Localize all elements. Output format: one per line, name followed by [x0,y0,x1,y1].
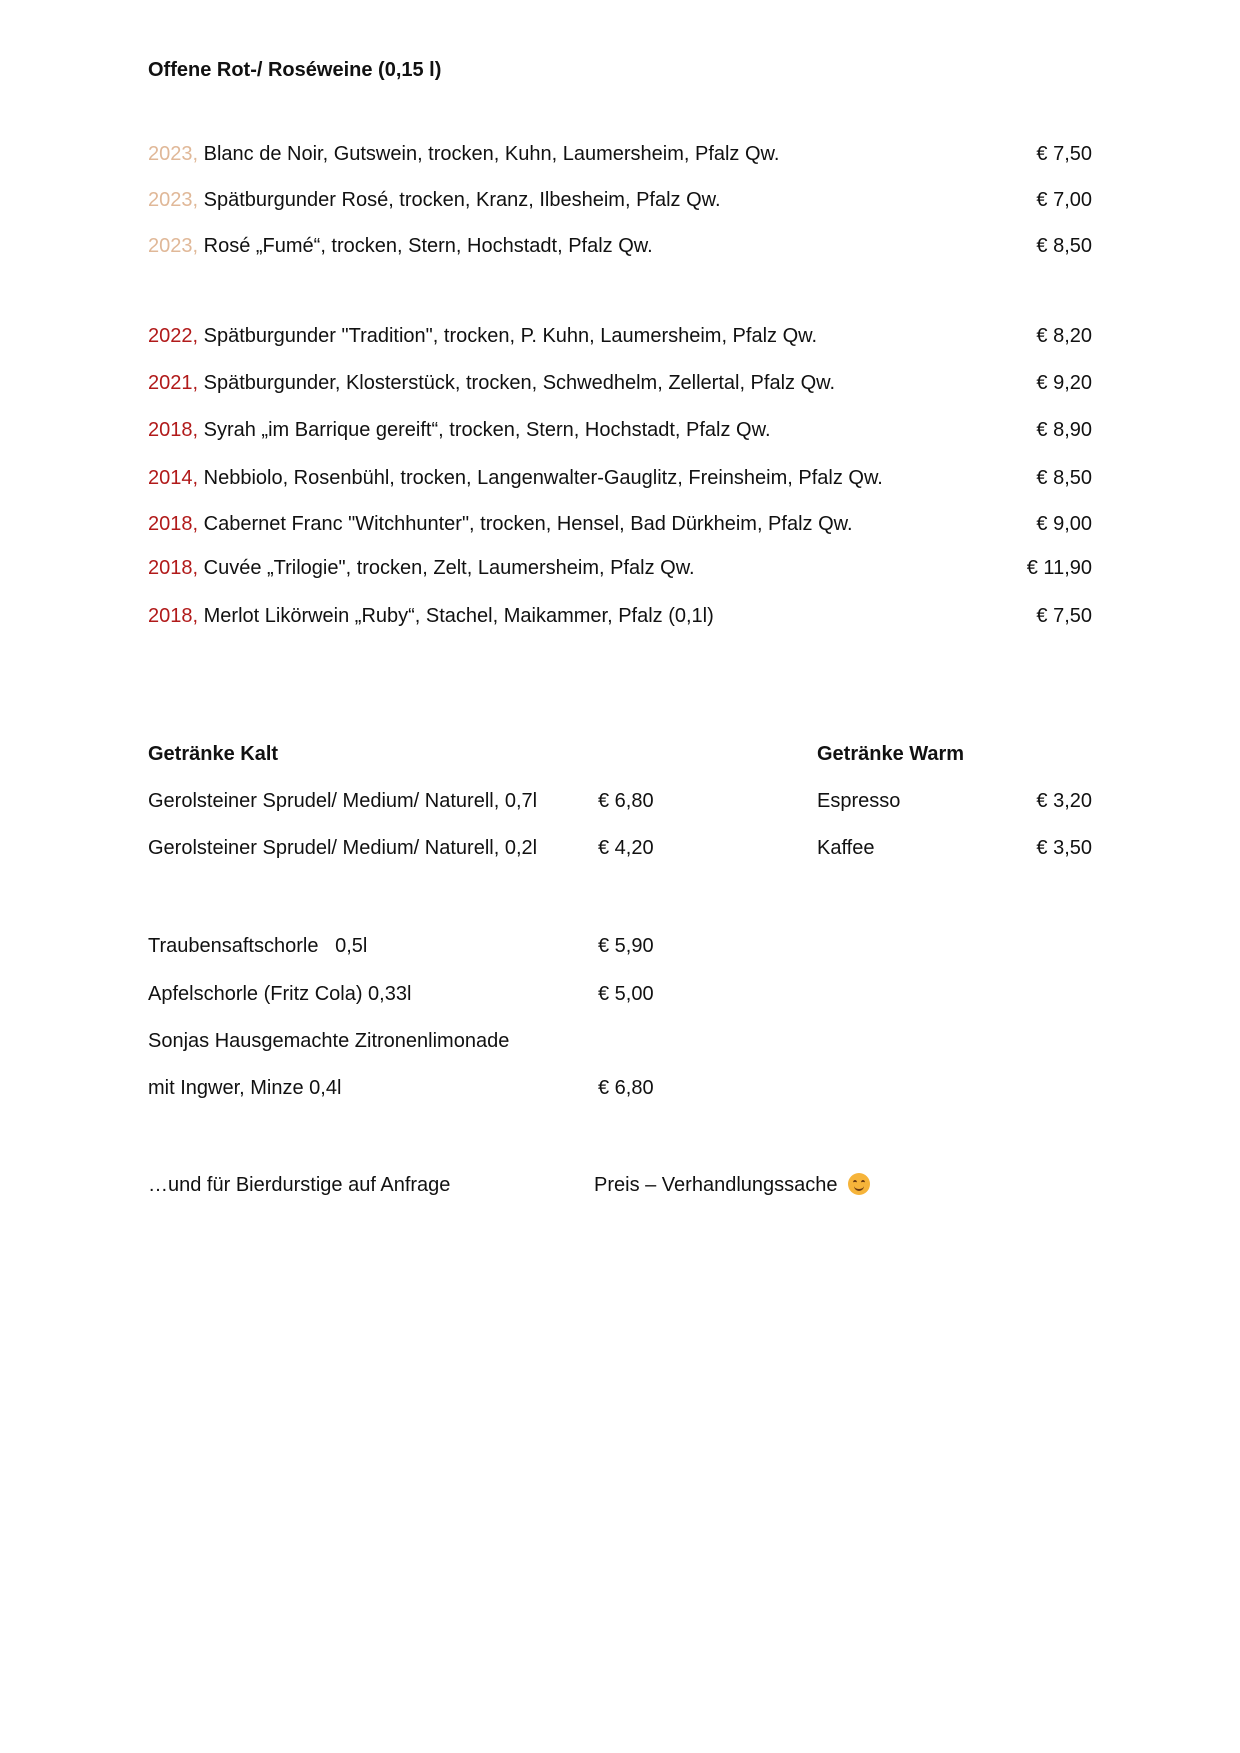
wine-name: Nebbiolo, Rosenbühl, trocken, Langenwalter-Gauglitz, Freinsheim, Pfalz Qw. [203,467,883,489]
wine-price: € 7,50 [1036,605,1092,627]
wine-row [148,418,771,442]
wine-year: 2014, [148,467,199,489]
wine-year: 2018, [148,557,199,579]
drink-name: Apfelschorle (Fritz Cola) 0,33l [148,983,412,1005]
wine-name: Blanc de Noir, Gutswein, trocken, Kuhn, Laumersheim, Pfalz Qw. [203,143,780,165]
drink-price: € 5,00 [598,983,654,1005]
wine-name: Merlot Likörwein „Ruby“, Stachel, Maikammer, Pfalz (0,1l) [203,605,714,627]
drink-name-continued: mit Ingwer, Minze 0,4l [148,1077,342,1099]
wine-year: 2022, [148,325,199,347]
wine-price: € 8,90 [1036,419,1092,441]
drink-price: € 3,20 [1036,790,1092,812]
wine-row [148,556,695,580]
wine-price: € 8,50 [1036,235,1092,257]
beer-price-note [594,1173,870,1197]
wine-row [148,466,883,490]
wine-price: € 8,20 [1036,325,1092,347]
wine-price: € 11,90 [1026,557,1092,579]
beer-price-text: Preis – Verhandlungssache [594,1174,838,1196]
wine-name: Spätburgunder, Klosterstück, trocken, Schwedhelm, Zellertal, Pfalz Qw. [203,372,836,394]
drink-price: € 6,80 [598,790,654,812]
wine-year: 2023, [148,235,199,257]
wine-year: 2018, [148,513,199,535]
wine-name: Spätburgunder "Tradition", trocken, P. Kuhn, Laumersheim, Pfalz Qw. [203,325,818,347]
beer-note: …und für Bierdurstige auf Anfrage [148,1174,451,1196]
wine-year: 2021, [148,372,199,394]
drink-name: Gerolsteiner Sprudel/ Medium/ Naturell, 0,2l [148,837,538,859]
drink-price: € 3,50 [1036,837,1092,859]
cold-drinks-heading: Getränke Kalt [148,743,279,765]
wine-price: € 7,00 [1036,189,1092,211]
drink-name: Sonjas Hausgemachte Zitronenlimonade [148,1030,510,1052]
wine-price: € 9,00 [1036,513,1092,535]
drink-price: € 4,20 [598,837,654,859]
wine-year: 2023, [148,189,199,211]
wine-year: 2018, [148,419,199,441]
wine-year: 2023, [148,143,199,165]
wine-name: Cuvée „Trilogie", trocken, Zelt, Laumersheim, Pfalz Qw. [203,557,695,579]
drink-name: Kaffee [817,837,875,859]
wine-name: Spätburgunder Rosé, trocken, Kranz, Ilbesheim, Pfalz Qw. [203,189,721,211]
wine-price: € 9,20 [1036,372,1092,394]
wine-year: 2018, [148,605,199,627]
page-title: Offene Rot-/ Roséweine (0,15 l) [148,59,442,81]
wine-row [148,324,817,348]
wine-row [148,142,779,166]
wine-row [148,188,721,212]
wine-row [148,234,653,258]
warm-drinks-heading: Getränke Warm [817,743,965,765]
wine-name: Syrah „im Barrique gereift“, trocken, Stern, Hochstadt, Pfalz Qw. [203,419,771,441]
wine-price: € 7,50 [1036,143,1092,165]
drink-name: Gerolsteiner Sprudel/ Medium/ Naturell, 0,7l [148,790,538,812]
wine-row [148,604,714,628]
drink-name: Espresso [817,790,901,812]
drink-price: € 6,80 [598,1077,654,1099]
drink-price: € 5,90 [598,935,654,957]
wine-price: € 8,50 [1036,467,1092,489]
wine-row [148,371,835,395]
wine-name: Rosé „Fumé“, trocken, Stern, Hochstadt, Pfalz Qw. [203,235,653,257]
drink-name: Traubensaftschorle 0,5l [148,935,368,957]
wine-name: Cabernet Franc "Witchhunter", trocken, Hensel, Bad Dürkheim, Pfalz Qw. [203,513,853,535]
smiley-face-icon [848,1173,870,1195]
wine-row [148,512,853,536]
